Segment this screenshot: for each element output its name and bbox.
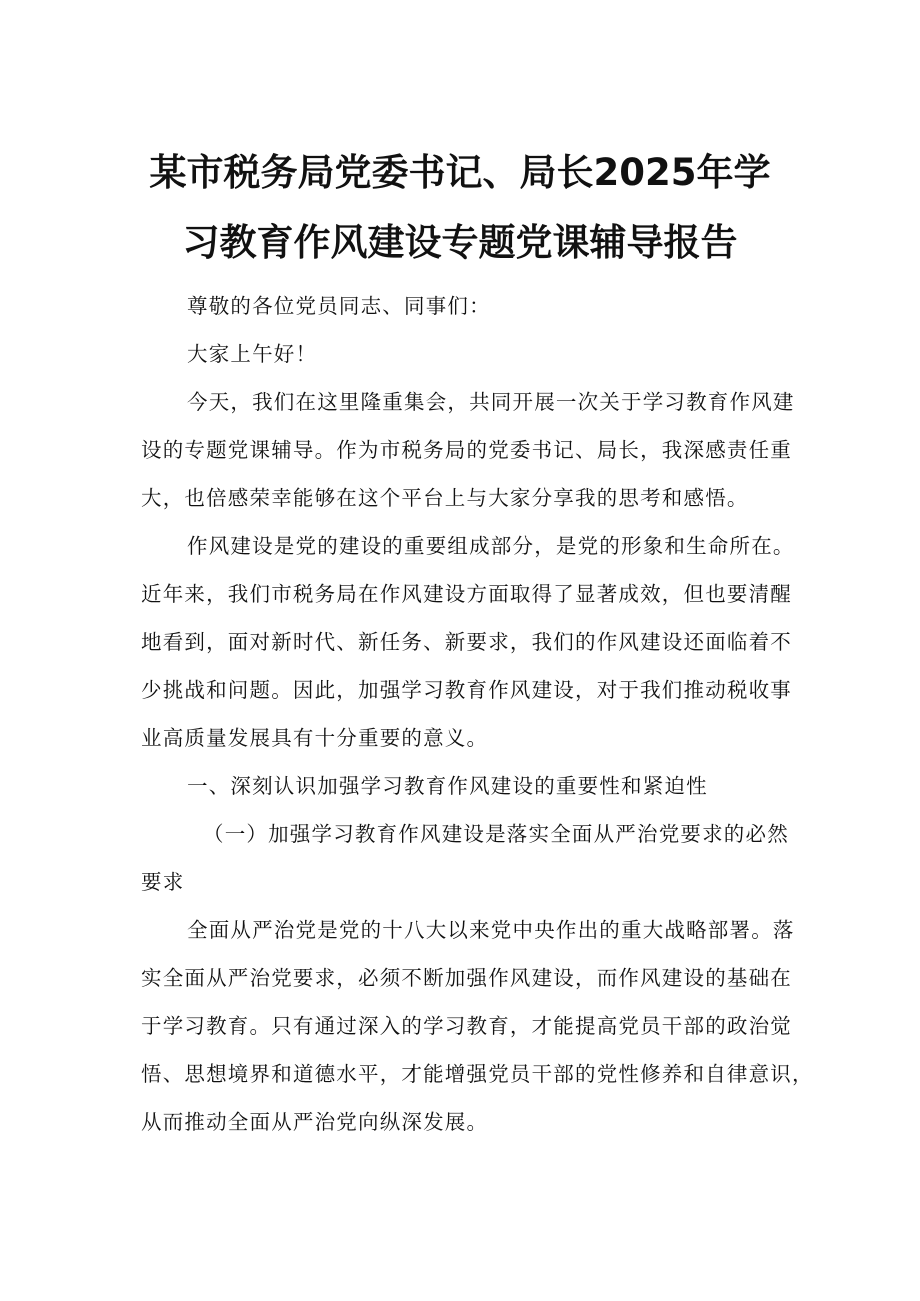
- document-body: [141, 282, 814, 1146]
- paragraph-3-line-4: 悟、思想境界和道德水平，才能增强党员干部的党性修养和自律意识，: [141, 1062, 814, 1086]
- subsection-heading-1-line-1: （一）加强学习教育作风建设是落实全面从严治党要求的必然: [203, 822, 789, 846]
- paragraph-3-line-3: 于学习教育。只有通过深入的学习教育，才能提高党员干部的政治觉: [141, 1014, 792, 1038]
- title-line-1: 某市税务局党委书记、局长2025年学: [149, 151, 771, 194]
- paragraph-1-line-1: 今天，我们在这里隆重集会，共同开展一次关于学习教育作风建: [187, 390, 795, 414]
- paragraph-2-line-5: 业高质量发展具有十分重要的意义。: [141, 726, 489, 750]
- document-title: [0, 138, 920, 278]
- paragraph-2-line-3: 地看到，面对新时代、新任务、新要求，我们的作风建设还面临着不: [141, 630, 792, 654]
- paragraph-3-line-2: 实全面从严治党要求，必须不断加强作风建设，而作风建设的基础在: [141, 966, 792, 990]
- paragraph-1-line-3: 大，也倍感荣幸能够在这个平台上与大家分享我的思考和感悟。: [141, 486, 749, 510]
- paragraph-2-line-1: 作风建设是党的建设的重要组成部分，是党的形象和生命所在。: [187, 534, 795, 558]
- section-heading-1: 一、深刻认识加强学习教育作风建设的重要性和紧迫性: [187, 774, 708, 798]
- salutation: 尊敬的各位党员同志、同事们：: [187, 294, 491, 318]
- subsection-heading-1-line-2: 要求: [141, 870, 185, 894]
- paragraph-2-line-2: 近年来，我们市税务局在作风建设方面取得了显著成效，但也要清醒: [141, 582, 792, 606]
- paragraph-2-line-4: 少挑战和问题。因此，加强学习教育作风建设，对于我们推动税收事: [141, 678, 792, 702]
- paragraph-1-line-2: 设的专题党课辅导。作为市税务局的党委书记、局长，我深感责任重: [141, 438, 792, 462]
- greeting: 大家上午好！: [187, 342, 318, 366]
- paragraph-3-line-5: 从而推动全面从严治党向纵深发展。: [141, 1110, 489, 1134]
- paragraph-3-line-1: 全面从严治党是党的十八大以来党中央作出的重大战略部署。落: [187, 918, 795, 942]
- title-line-2: 习教育作风建设专题党课辅导报告: [182, 221, 738, 264]
